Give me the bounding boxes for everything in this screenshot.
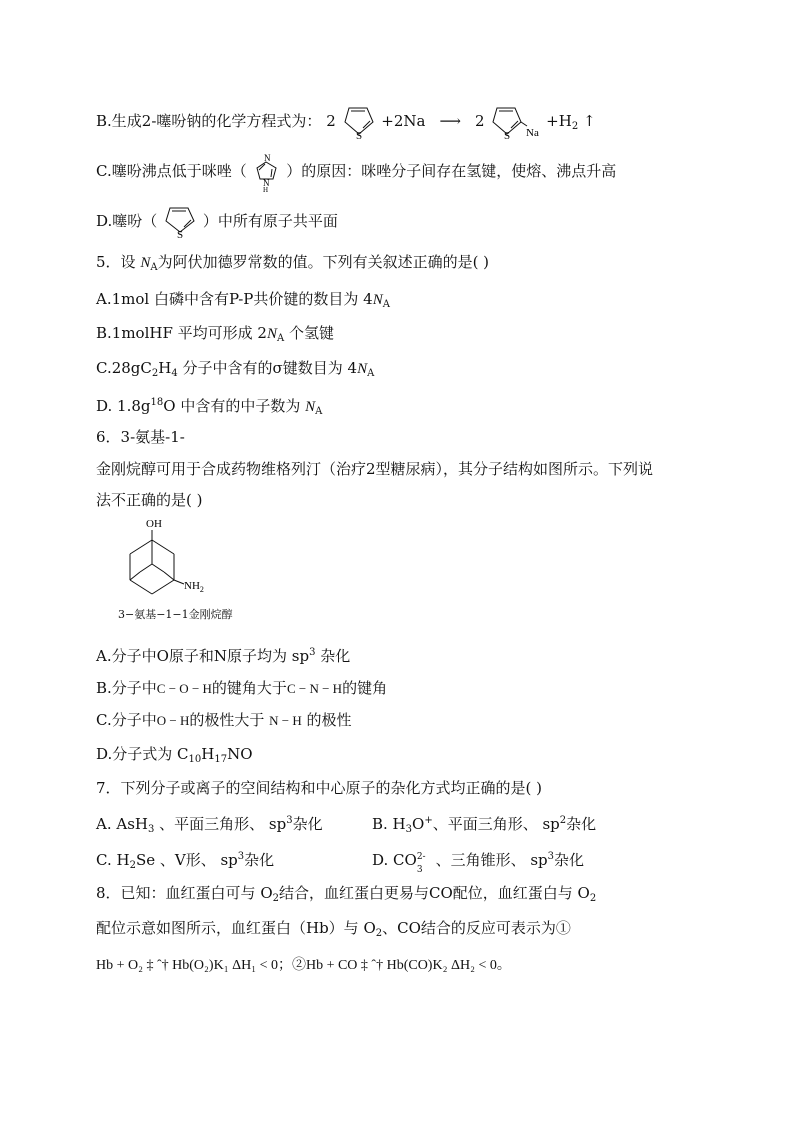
q6-option-b <box>96 678 387 699</box>
t: H <box>201 745 215 763</box>
q7-option-a <box>96 811 323 840</box>
t: A.1mol 白磷中含有P-P共价键的数目为 4 <box>96 290 373 308</box>
t: O <box>163 397 176 415</box>
nh-label: N <box>262 178 269 188</box>
nh2-label: $NH_2$ <box>184 580 204 594</box>
t: 2 <box>272 893 279 904</box>
t: 3 <box>309 647 316 658</box>
t: C. H <box>96 851 130 869</box>
t: 3 <box>237 851 245 862</box>
t: 杂化 <box>244 851 275 869</box>
q5-option-d <box>96 393 322 422</box>
q4-b-text: B.生成2-噻吩钠的化学方程式为： <box>96 112 322 130</box>
q4-c-post: ）的原因：咪唑分子间存在氢键，使熔、沸点升高 <box>286 162 617 180</box>
thiophene-structure <box>341 104 377 140</box>
t: 4 <box>171 368 178 379</box>
structure-caption: 3−氨基−1−1金刚烷醇 <box>118 608 233 621</box>
q6-option-a <box>96 643 350 666</box>
t: 3 <box>286 815 293 826</box>
q6-option-d <box>96 744 253 770</box>
t: 的键角 <box>342 679 388 697</box>
t: N <box>372 292 383 308</box>
q4-d-pre: D.噻吩（ <box>96 212 158 230</box>
t: O <box>412 815 425 833</box>
t: 3 <box>405 824 413 835</box>
t: N <box>140 255 151 271</box>
q5-option-a <box>96 289 390 315</box>
n-label: N <box>263 153 270 163</box>
q7-option-d <box>372 847 585 875</box>
t: 8．已知：血红蛋白可与 O <box>96 884 273 902</box>
t: 2 <box>589 893 597 904</box>
t: 17 <box>214 754 228 765</box>
t: A. AsH <box>96 815 148 833</box>
h2-text: +H <box>546 112 572 130</box>
plus-na: +2Na <box>381 112 426 130</box>
t: 杂化 <box>566 815 597 833</box>
t: 的键角大于 <box>211 679 287 697</box>
t: D.分子式为 C <box>96 745 189 763</box>
h-label: H <box>262 186 268 192</box>
t: B.1molHF 平均可形成 2 <box>96 324 267 342</box>
sulfur-label: S <box>177 229 184 239</box>
t: NO <box>227 745 253 763</box>
t: 中含有的中子数为 <box>175 397 306 415</box>
coef2: 2 <box>475 112 485 130</box>
q6-stem-line2: 金刚烷醇可用于合成药物维格列汀（治疗2型糖尿病），其分子结构如图所示。下列说 <box>96 460 654 478</box>
q7-option-b <box>372 811 596 840</box>
q6-stem-line3: 法不正确的是( ) <box>96 491 203 509</box>
q4-d-post: ）中所有原子共平面 <box>202 212 338 230</box>
t: 结合，血红蛋白更易与CO配位，血红蛋白与 O <box>279 884 590 902</box>
t: C.28gC <box>96 359 152 377</box>
q8-equations: Hb + O₂ ‡ ˆ† Hb(O₂)K₁ ΔH₁ < 0；②Hb + CO ‡ ˆ† Hb(CO)K₂ ΔH₂ < 0。 <box>96 958 511 973</box>
t: 2 <box>151 368 159 379</box>
t: N <box>305 399 316 415</box>
q6-stem-line1: 6．3-氨基-1- <box>96 428 185 446</box>
t: N − H <box>269 713 302 728</box>
q4-option-c <box>96 152 616 192</box>
t: A <box>150 262 158 273</box>
t: N <box>266 326 277 342</box>
imidazole-structure <box>252 152 282 192</box>
q8-line1 <box>96 883 596 909</box>
sulfur-label: S <box>504 130 511 140</box>
thiophene-structure-d <box>162 205 198 239</box>
t: 2 <box>559 815 567 826</box>
q5-option-b <box>96 323 334 349</box>
q4-option-d <box>96 205 338 239</box>
q5-option-c <box>96 358 374 384</box>
reaction-arrow: ⟶ <box>439 112 462 130</box>
t: C − O − H <box>156 681 212 696</box>
h2-sub: 2 <box>571 121 579 132</box>
t: Se 、V形、 sp <box>135 851 238 869</box>
t: B. H <box>372 815 406 833</box>
t: 2 <box>129 860 136 871</box>
q7-stem: 7．下列分子或离子的空间结构和中心原子的杂化方式均正确的是( ) <box>96 779 543 797</box>
q4-option-b <box>96 104 596 140</box>
t: 的极性大于 <box>189 711 270 729</box>
na-label: Na <box>526 127 540 139</box>
q6-option-c <box>96 710 352 731</box>
t: 3 <box>147 824 155 835</box>
t: 个氢键 <box>284 324 334 342</box>
t: 配位示意如图所示，血红蛋白（Hb）与 O <box>96 919 376 937</box>
t: H <box>158 359 172 377</box>
t: 的极性 <box>301 711 352 729</box>
t: 3 <box>547 851 555 862</box>
t: C.分子中 <box>96 711 157 729</box>
t: 18 <box>150 397 164 408</box>
t: B.分子中 <box>96 679 157 697</box>
t: 为阿伏加德罗常数的值。下列有关叙述正确的是( ) <box>157 253 490 271</box>
sulfur-label: S <box>355 130 362 140</box>
t: 、平面三角形、 sp <box>432 815 560 833</box>
q4-c-pre: C.噻吩沸点低于咪唑（ <box>96 162 247 180</box>
t: 杂化 <box>554 851 585 869</box>
t: A <box>382 299 390 310</box>
t: 杂化 <box>292 815 323 833</box>
t: D. 1.8g <box>96 397 151 415</box>
t: 3 <box>416 865 423 875</box>
t: 、CO结合的反应可表示为① <box>382 919 571 937</box>
t: 2 <box>375 928 383 939</box>
t: 杂化 <box>315 647 351 665</box>
q8-line2 <box>96 918 571 944</box>
t: C − N − H <box>286 681 343 696</box>
oh-label: OH <box>146 518 162 530</box>
t: 2- <box>416 852 426 862</box>
t: D. CO <box>372 851 417 869</box>
sodium-thiophene-structure <box>489 104 541 140</box>
t: 10 <box>188 754 202 765</box>
t: 5．设 <box>96 253 141 271</box>
t: 、平面三角形、 sp <box>154 815 287 833</box>
t: 、三角锥形、 sp <box>430 851 548 869</box>
adamantanol-structure <box>112 514 222 610</box>
q7-option-c <box>96 847 274 876</box>
t: 分子中含有的σ键数目为 4 <box>177 359 358 377</box>
t: A <box>315 406 323 417</box>
t: N <box>357 361 368 377</box>
t: A <box>367 368 375 379</box>
q5-stem <box>96 252 489 278</box>
t: A.分子中O原子和N原子均为 sp <box>96 647 310 665</box>
gas-arrow: ↑ <box>582 112 596 130</box>
t: O − H <box>156 713 190 728</box>
t: + <box>424 815 433 826</box>
t: A <box>276 333 285 344</box>
coef: 2 <box>326 112 336 130</box>
